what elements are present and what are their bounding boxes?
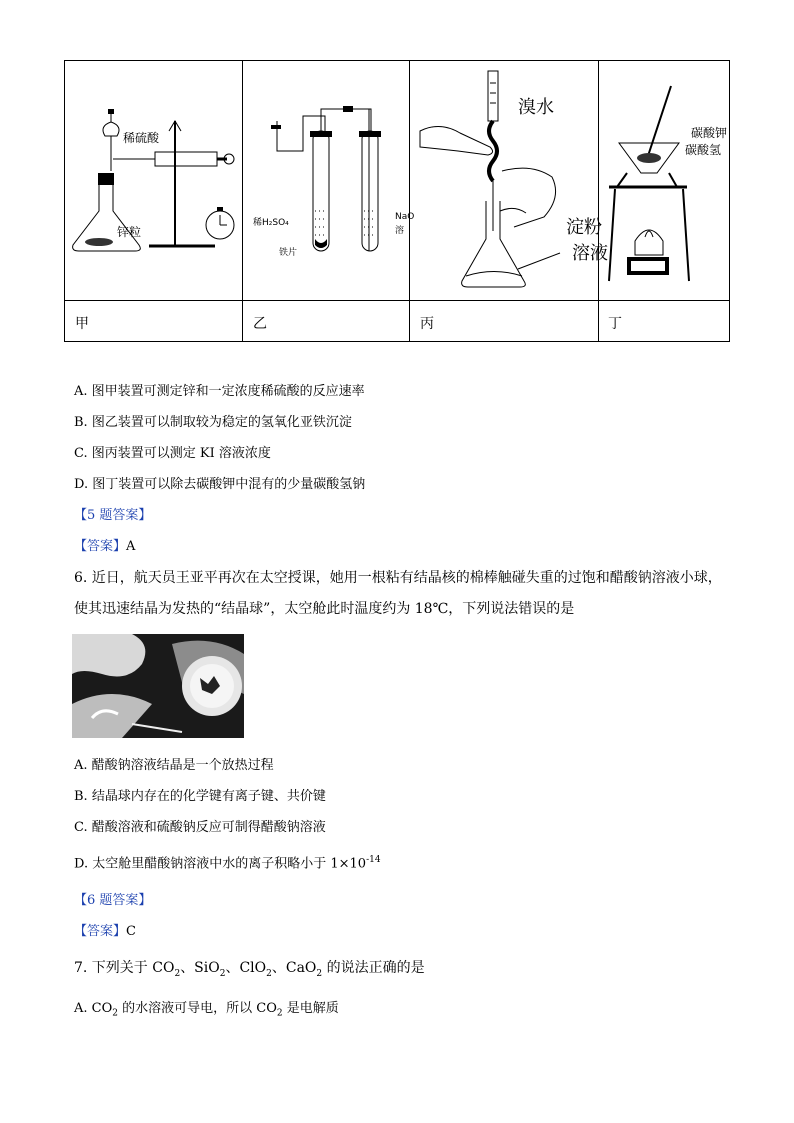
label-bing: 丙 <box>420 316 434 332</box>
apparatus-bing <box>410 61 608 300</box>
q6-option-b: B. 结晶球内存在的化学键有离子键、共价键 <box>74 789 326 804</box>
q6-option-a: A. 醋酸钠溶液结晶是一个放热过程 <box>74 758 274 773</box>
q7-option-a-prefix: A. CO <box>74 1001 113 1016</box>
q6-stem-line-2: 使其迅速结晶为发热的“结晶球”，太空舱此时温度约为 18℃，下列说法错误的是 <box>74 601 575 617</box>
apparatus-yi <box>243 61 415 300</box>
q7-option-a-suffix: 是电解质 <box>282 1001 339 1016</box>
label-nahco3: 碳酸氢 <box>685 143 722 157</box>
q5-option-a: A. 图甲装置可测定锌和一定浓度稀硫酸的反应速率 <box>74 384 365 399</box>
figure-table <box>64 60 730 342</box>
crystal-ball-photo <box>72 634 244 738</box>
label-jia: 甲 <box>75 316 89 332</box>
q6-stem-line-1: 6. 近日，航天员王亚平再次在太空授课，她用一根粘有结晶核的棉棒触碰失重的过饱和醋酸钠溶液小球， <box>74 570 722 586</box>
q5-answer-heading: 【5 题答案】 <box>74 508 152 523</box>
row-divider <box>65 300 729 301</box>
label-starch-2: 溶液 <box>572 243 608 264</box>
q7-stem: 7. 下列关于 $CO_2$、SiO$_2$、ClO$_2$、CaO$_2$ 的说法正确的是 <box>74 960 425 979</box>
answer-label: 【答案】 <box>74 539 127 554</box>
answer-value: A <box>126 539 136 554</box>
q7-option-a: A. $CO_2$ 的水溶液可导电，所以 $CO_2$ 是电解质 <box>74 1001 339 1019</box>
answer-label: 【答案】 <box>74 924 127 939</box>
q5-answer <box>74 538 135 556</box>
label-starch-1: 淀粉 <box>566 217 602 238</box>
label-naoh: NaO <box>395 212 415 222</box>
label-dilute-acid: 稀硫酸 <box>123 131 160 145</box>
apparatus-ding <box>599 61 730 300</box>
label-iron: 铁片 <box>279 248 298 258</box>
q7-stem-prefix: 7. 下列关于 CO <box>74 960 175 976</box>
apparatus-jia <box>65 61 242 300</box>
q5-option-b: B. 图乙装置可以制取较为稳定的氢氧化亚铁沉淀 <box>74 415 352 430</box>
label-ding: 丁 <box>608 316 622 332</box>
q6-option-d-text: D. 太空舱里醋酸钠溶液中水的离子积略小于 1×10 <box>74 856 367 872</box>
label-k2co3: 碳酸钾 <box>691 126 728 140</box>
stopwatch-icon <box>200 203 242 245</box>
label-bromine: 溴水 <box>518 97 554 118</box>
q6-option-c: C. 醋酸溶液和硫酸钠反应可制得醋酸钠溶液 <box>74 820 326 835</box>
q6-option-d <box>74 851 381 873</box>
q6-option-d-exponent: -14 <box>366 855 381 865</box>
photo-image <box>72 634 244 738</box>
q5-option-d: D. 图丁装置可以除去碳酸钾中混有的少量碳酸氢钠 <box>74 477 366 492</box>
label-yi: 乙 <box>253 316 267 332</box>
label-dilute-h2so4: 稀H₂SO₄ <box>253 218 289 228</box>
label-sol: 溶 <box>395 226 405 236</box>
q7-option-a-mid: 的水溶液可导电，所以 CO <box>118 1001 277 1016</box>
label-zinc: 锌粒 <box>117 225 142 239</box>
answer-value: C <box>126 924 136 939</box>
q7-stem-suffix: 的说法正确的是 <box>322 960 425 976</box>
q6-answer <box>74 923 136 941</box>
q6-answer-heading: 【6 题答案】 <box>74 893 152 908</box>
q5-option-c: C. 图丙装置可以测定 KI 溶液浓度 <box>74 446 271 461</box>
